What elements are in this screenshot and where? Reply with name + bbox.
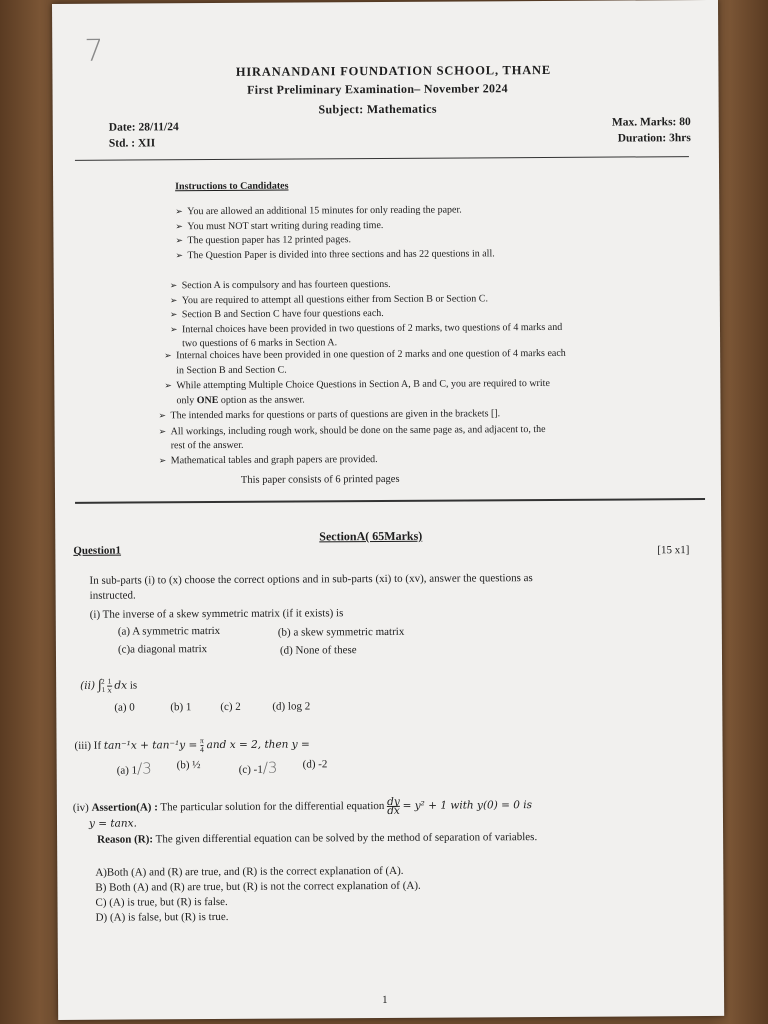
instruction-item: ➢ The question paper has 12 printed pages. bbox=[175, 232, 494, 248]
arrow-bullet-icon: ➢ bbox=[175, 221, 183, 232]
instruction-continuation: only ONE option as the answer. bbox=[176, 393, 305, 406]
instruction-continuation: two questions of 6 marks in Section A. bbox=[182, 337, 338, 350]
arrow-bullet-icon: ➢ bbox=[175, 207, 183, 218]
arrow-bullet-icon: ➢ bbox=[169, 310, 178, 321]
question-iv-option-b: B) Both (A) and (R) are true, but (R) is not the correct explanation of (A). bbox=[95, 879, 421, 894]
arrow-bullet-icon: ➢ bbox=[164, 381, 172, 392]
instruction-item: ➢ You are required to attempt all questions either from Section B or Section C. bbox=[170, 291, 562, 308]
question-iii-stem: (iii) If tan⁻¹x + tan⁻¹y = $\frac{\pi}{4}$ and x = 2, then y = bbox=[74, 736, 310, 755]
question-ii-option-c: (c) 2 bbox=[220, 700, 241, 713]
exam-meta-right bbox=[612, 114, 691, 146]
instruction-item: ➢ Section B and Section C have four questions each. bbox=[170, 306, 562, 323]
instruction-continuation: in Section B and Section C. bbox=[176, 364, 287, 376]
printed-pages-note: This paper consists of 6 printed pages bbox=[240, 473, 400, 486]
school-name: HIRANANDANI FOUNDATION SCHOOL, THANE bbox=[235, 62, 552, 79]
instruction-item: ➢ Internal choices have been provided in one question of 2 marks and one question of 4 marks each bbox=[164, 347, 566, 364]
arrow-bullet-icon: ➢ bbox=[158, 426, 167, 437]
instructions-title: Instructions to Candidates bbox=[175, 180, 289, 193]
question-iii-option-d: (d) -2 bbox=[302, 758, 328, 771]
question-ii-option-b: (b) 1 bbox=[170, 701, 192, 714]
max-marks: Max. Marks: 80 bbox=[611, 116, 691, 129]
arrow-bullet-icon: ➢ bbox=[169, 324, 178, 335]
arrow-bullet-icon: ➢ bbox=[158, 455, 167, 466]
instructions-group-4 bbox=[158, 407, 545, 468]
duration: Duration: 3hrs bbox=[617, 132, 691, 145]
fraction: $\frac{dy}{dx}$ bbox=[387, 795, 400, 817]
instruction-item: ➢ While attempting Multiple Choice Questions in Section A, B and C, you are required to write bbox=[164, 377, 566, 394]
instruction-continuation: rest of the answer. bbox=[170, 439, 244, 452]
question-i-stem: (i) The inverse of a skew symmetric matrix (if it exists) is bbox=[89, 607, 344, 621]
integral-sign: ∫ bbox=[97, 677, 102, 693]
question-ii-option-a: (a) 0 bbox=[114, 701, 135, 714]
question-1-intro: In sub-parts (i) to (x) choose the correct options and in sub-parts (xi) to (xv), answer the questions as instructed. bbox=[89, 572, 533, 602]
exam-std: Std. : XII bbox=[108, 137, 156, 150]
page-number: 1 bbox=[382, 993, 388, 1007]
arrow-bullet-icon: ➢ bbox=[175, 250, 184, 261]
instructions-group-3 bbox=[164, 347, 566, 408]
question-i-option-a: (a) A symmetric matrix bbox=[117, 624, 221, 638]
question-iv-assertion: (iv) Assertion(A) : The particular solution for the differential equation $\frac{dy}{dx}$ = y² + 1 with y(0) = 0 is bbox=[72, 795, 533, 817]
question-iv-options bbox=[95, 864, 421, 926]
question-i-option-b: (b) a skew symmetric matrix bbox=[277, 625, 405, 639]
instructions-divider bbox=[75, 498, 705, 503]
question-iii-option-a: (a) 1/3 bbox=[116, 759, 152, 778]
question-iv-option-d: D) (A) is false, but (R) is true. bbox=[95, 910, 229, 924]
question-iv-reason: Reason (R): The given differential equation can be solved by the method of separation of variables. bbox=[97, 831, 538, 846]
fraction: $\frac{1}{x}$ bbox=[107, 676, 112, 695]
question-iii-option-c: (c) -1/3 bbox=[238, 758, 278, 777]
exam-meta-left bbox=[109, 119, 179, 151]
exam-title: First Preliminary Examination– November 2024 bbox=[247, 81, 508, 97]
instruction-item: ➢ Internal choices have been provided in two questions of 2 marks, two questions of 4 marks and bbox=[170, 320, 562, 337]
question-iv-solution: y = tanx. bbox=[88, 817, 137, 830]
question-ii-stem: (ii) $\int_1^2$ $\frac{1}{x}$ dx is bbox=[80, 676, 138, 695]
instruction-item: ➢ You are allowed an additional 15 minutes for only reading the paper. bbox=[175, 203, 494, 219]
exam-paper bbox=[52, 0, 724, 1020]
question-iii-option-b: (b) ½ bbox=[176, 759, 201, 772]
fraction: $\frac{\pi}{4}$ bbox=[200, 736, 204, 755]
question-1-marks: [15 x1] bbox=[657, 544, 690, 557]
arrow-bullet-icon: ➢ bbox=[164, 351, 172, 362]
instruction-item: ➢ Mathematical tables and graph papers are provided. bbox=[159, 451, 546, 468]
question-iv-option-c: C) (A) is true, but (R) is false. bbox=[95, 895, 228, 909]
question-1-label: Question1 bbox=[73, 544, 122, 557]
handwritten-page-mark: 7 bbox=[84, 33, 104, 69]
question-i-option-c: (c)a diagonal matrix bbox=[117, 643, 208, 656]
instruction-item: ➢ Section A is compulsory and has fourteen questions. bbox=[170, 277, 562, 294]
arrow-bullet-icon: ➢ bbox=[158, 411, 167, 422]
exam-date: Date: 28/11/24 bbox=[108, 121, 179, 134]
arrow-bullet-icon: ➢ bbox=[175, 236, 184, 247]
instruction-item: ➢ The intended marks for questions or parts of questions are given in the brackets []. bbox=[158, 407, 545, 424]
question-iv-option-a: A)Both (A) and (R) are true, and (R) is the correct explanation of (A). bbox=[95, 864, 404, 879]
instruction-item: ➢ The Question Paper is divided into three sections and has 22 questions in all. bbox=[175, 247, 494, 263]
instructions-group-1 bbox=[175, 203, 495, 263]
section-a-title: SectionA( 65Marks) bbox=[319, 528, 423, 544]
instruction-item: ➢ You must NOT start writing during reading time. bbox=[175, 218, 494, 234]
question-i-option-d: (d) None of these bbox=[279, 644, 357, 657]
arrow-bullet-icon: ➢ bbox=[169, 281, 178, 292]
instructions-group-2 bbox=[170, 277, 563, 352]
instruction-item: ➢ All workings, including rough work, should be done on the same page as, and adjacent to, the bbox=[159, 422, 546, 439]
header-divider bbox=[75, 156, 689, 161]
question-ii-option-d: (d) log 2 bbox=[272, 700, 311, 713]
arrow-bullet-icon: ➢ bbox=[169, 295, 178, 306]
subject-title: Subject: Mathematics bbox=[318, 101, 437, 117]
